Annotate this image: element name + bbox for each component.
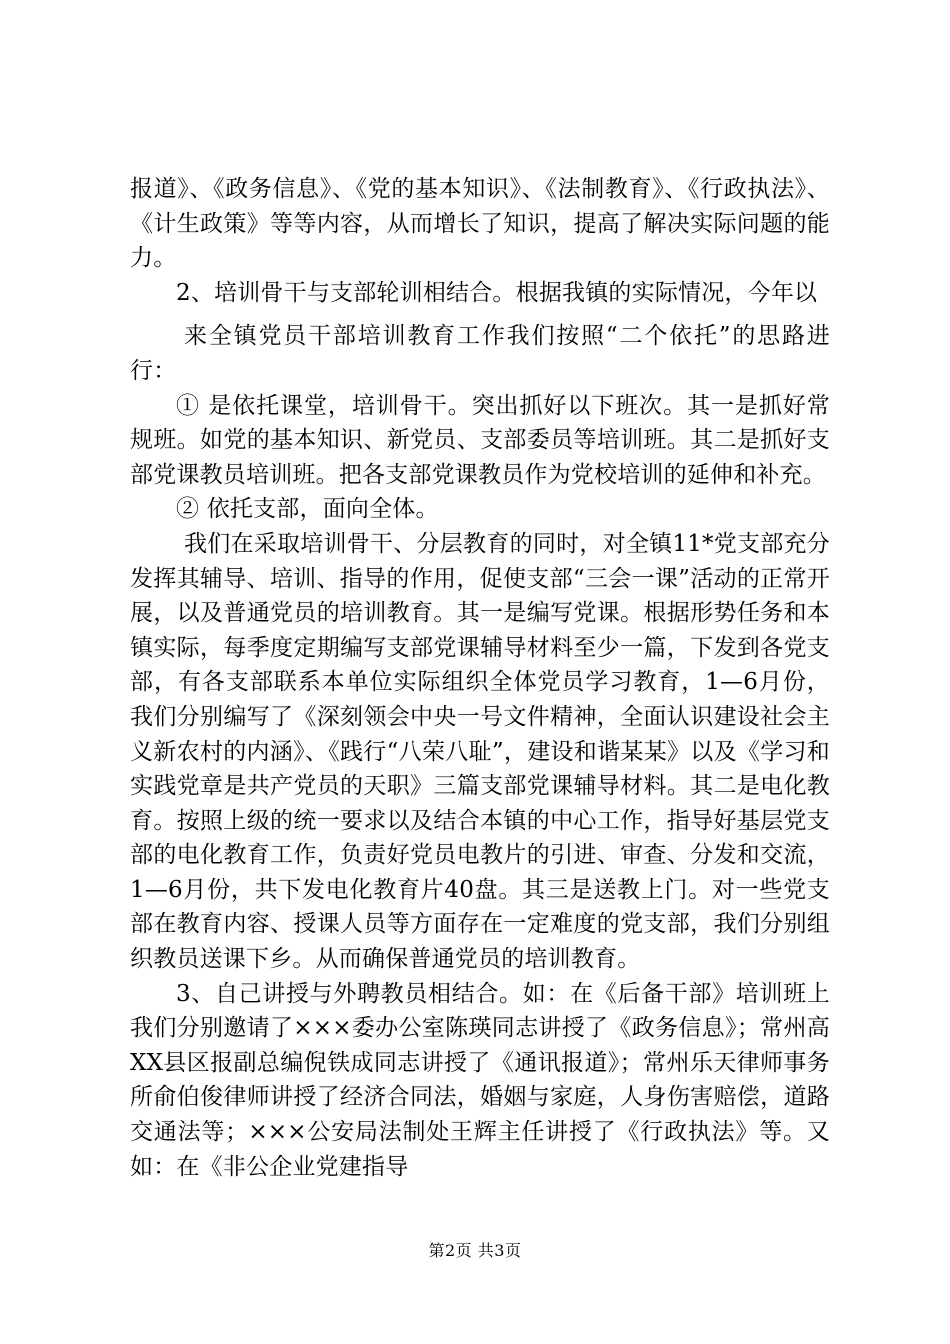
paragraph-reliance-branch: ② 依托支部，面向全体。	[176, 496, 439, 523]
paragraph-branch-training: 我们在采取培训骨干、分层教育的同时，对全镇11*党支部充分发挥其辅导、培训、指导的作用，促使支部“三会一课”活动的正常开展，以及普通党员的培训教育。其一是编写党课。根据形势任务和本镇实际，每季度定期编写支部党课辅导材料至少一篇，下发到各党支部，有各支部联系本单位实际组织全体党员学习教育，1—6月份，我们分别编写了《深刻领会中央一号文件精神，全面认识建设社会主义新农村的内涵》、《践行“八荣八耻”，建设和谐某某》以及《学习和实践党章是共产党员的天职》三篇支部党课辅导材料。其二是电化教育。按照上级的统一要求以及结合本镇的中心工作，指导好基层党支部的电化教育工作，负责好党员电教片的引进、审查、分发和交流，1—6月份，共下发电化教育片40盘。其三是送教上门。对一些党支部在教育内容、授课人员等方面存在一定难度的党支部，我们分别组织教员送课下乡。从而确保普通党员的培训教育。	[130, 530, 830, 973]
paragraph-two-reliances: 来全镇党员干部培训教育工作我们按照“二个依托”的思路进行：	[130, 323, 830, 384]
document-body	[130, 172, 830, 1184]
paragraph-continuation: 报道》、《政务信息》、《党的基本知识》、《法制教育》、《行政执法》、《计生政策》等等内容，从而增长了知识，提高了解决实际问题的能力。	[130, 176, 830, 272]
paragraph-section-2-heading: 2、培训骨干与支部轮训相结合。根据我镇的实际情况，今年以	[176, 279, 818, 306]
paragraph-reliance-classroom: ① 是依托课堂，培训骨干。突出抓好以下班次。其一是抓好常规班。如党的基本知识、新党员、支部委员等培训班。其二是抓好支部党课教员培训班。把各支部党课教员作为党校培训的延伸和补充。	[130, 392, 830, 488]
page-footer: 第2页 共3页	[428, 1241, 522, 1260]
paragraph-section-3: 3、自己讲授与外聘教员相结合。如：在《后备干部》培训班上我们分别邀请了×××委办公室陈瑛同志讲授了《政务信息》；常州高XX县区报副总编倪铁成同志讲授了《通讯报道》；常州乐天律师事务所俞伯俊律师讲授了经济合同法，婚姻与家庭，人身伤害赔偿，道路交通法等；×××公安局法制处王辉主任讲授了《行政执法》等。又如：在《非公企业党建指导	[130, 980, 830, 1180]
